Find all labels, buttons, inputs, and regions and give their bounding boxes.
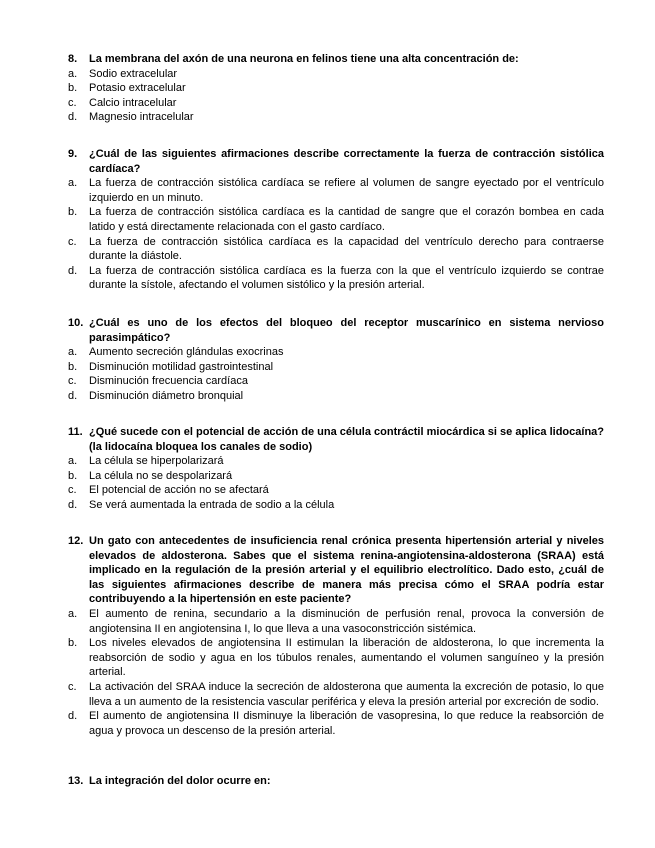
option-b bbox=[68, 469, 604, 484]
option-text: Disminución frecuencia cardíaca bbox=[89, 375, 248, 388]
question-12 bbox=[68, 534, 604, 738]
question-text: ¿Qué sucede con el potencial de acción de una célula contráctil miocárdica si se aplica lidocaína? (la lidocaína bloquea los canales de sodio) bbox=[89, 426, 604, 453]
question-11 bbox=[68, 425, 604, 513]
option-letter: a. bbox=[68, 177, 78, 190]
option-text: Calcio intracelular bbox=[89, 96, 177, 109]
option-letter: c. bbox=[68, 235, 77, 248]
option-letter: a. bbox=[68, 455, 78, 468]
option-d bbox=[68, 110, 604, 125]
option-letter: a. bbox=[68, 607, 78, 620]
question-title bbox=[68, 52, 604, 67]
option-letter: d. bbox=[68, 111, 78, 124]
option-text: Sodio extracelular bbox=[89, 67, 178, 80]
question-8 bbox=[68, 52, 604, 125]
option-letter: d. bbox=[68, 498, 78, 511]
option-text: La célula no se despolarizará bbox=[89, 469, 233, 482]
option-c bbox=[68, 374, 604, 389]
option-text: Disminución motilidad gastrointestinal bbox=[89, 360, 274, 373]
option-text: Disminución diámetro bronquial bbox=[89, 389, 244, 402]
option-letter: a. bbox=[68, 346, 78, 359]
question-title bbox=[68, 534, 604, 607]
option-d bbox=[68, 709, 604, 738]
option-text: El aumento de angiotensina II disminuye la liberación de vasopresina, lo que reduce la reabsorción de agua y provoca un descenso de la presión arterial. bbox=[89, 710, 604, 737]
option-text: Se verá aumentada la entrada de sodio a la célula bbox=[89, 498, 335, 511]
option-letter: b. bbox=[68, 82, 78, 95]
option-a bbox=[68, 67, 604, 82]
option-text: El aumento de renina, secundario a la disminución de perfusión renal, provoca la conversión de angiotensina II en angiotensina I, lo que lleva a una vasoconstricción sistémica. bbox=[89, 607, 604, 635]
question-text: La integración del dolor ocurre en: bbox=[89, 775, 271, 787]
option-text: La activación del SRAA induce la secreción de aldosterona que aumenta la excreción de potasio, lo que lleva a un aumento de la resistencia vascular periférica y eleva la presión arterial por excreción de sodio. bbox=[89, 680, 604, 708]
option-text: La fuerza de contracción sistólica cardíaca es la fuerza con la que el ventrículo izquierdo se contrae durante la sístole, afectando el volumen sistólico y la presión arterial. bbox=[89, 264, 604, 292]
option-letter: c. bbox=[68, 484, 77, 497]
question-text: La membrana del axón de una neurona en felinos tiene una alta concentración de: bbox=[89, 53, 519, 65]
question-number: 13. bbox=[68, 775, 84, 787]
option-d bbox=[68, 389, 604, 404]
option-text: Magnesio intracelular bbox=[89, 111, 194, 124]
question-title bbox=[68, 774, 604, 789]
option-c bbox=[68, 483, 604, 498]
question-9 bbox=[68, 147, 604, 293]
option-a bbox=[68, 607, 604, 636]
question-number: 12. bbox=[68, 535, 84, 547]
option-text: El potencial de acción no se afectará bbox=[89, 484, 269, 497]
option-c bbox=[68, 680, 604, 709]
option-letter: b. bbox=[68, 360, 78, 373]
question-text: ¿Cuál de las siguientes afirmaciones describe correctamente la fuerza de contracción sistólica cardíaca? bbox=[89, 148, 604, 175]
option-a bbox=[68, 454, 604, 469]
option-b bbox=[68, 360, 604, 375]
option-letter: c. bbox=[68, 96, 77, 109]
option-c bbox=[68, 235, 604, 264]
option-text: La fuerza de contracción sistólica cardíaca es la capacidad del ventrículo derecho para contraerse durante la diástole. bbox=[89, 235, 604, 263]
option-letter: d. bbox=[68, 389, 78, 402]
option-b bbox=[68, 205, 604, 234]
question-number: 8. bbox=[68, 53, 78, 65]
option-letter: d. bbox=[68, 264, 78, 277]
option-a bbox=[68, 345, 604, 360]
option-text: Aumento secreción glándulas exocrinas bbox=[89, 346, 284, 359]
option-b bbox=[68, 81, 604, 96]
option-text: La fuerza de contracción sistólica cardíaca es la cantidad de sangre que el corazón bombea en cada latido y está directamente relacionada con el gasto cardíaco. bbox=[89, 206, 604, 233]
option-letter: c. bbox=[68, 680, 77, 693]
question-number: 9. bbox=[68, 148, 78, 160]
question-title bbox=[68, 316, 604, 345]
question-title bbox=[68, 147, 604, 176]
option-text: La célula se hiperpolarizará bbox=[89, 455, 224, 468]
option-text: La fuerza de contracción sistólica cardíaca se refiere al volumen de sangre eyectado por el ventrículo izquierdo en un minuto. bbox=[89, 177, 604, 204]
option-c bbox=[68, 96, 604, 111]
option-text: Potasio extracelular bbox=[89, 82, 186, 95]
option-letter: b. bbox=[68, 469, 78, 482]
question-title bbox=[68, 425, 604, 454]
option-b bbox=[68, 636, 604, 680]
option-letter: a. bbox=[68, 67, 78, 80]
option-text: Los niveles elevados de angiotensina II estimulan la liberación de aldosterona, lo que incrementa la reabsorción de sodio y agua en los túbulos renales, aumentando el volumen sanguíneo y la presión arterial. bbox=[89, 637, 604, 679]
question-text: ¿Cuál es uno de los efectos del bloqueo del receptor muscarínico en sistema nervioso parasimpático? bbox=[89, 317, 604, 344]
option-a bbox=[68, 176, 604, 205]
option-d bbox=[68, 498, 604, 513]
question-10 bbox=[68, 316, 604, 404]
option-letter: c. bbox=[68, 375, 77, 388]
question-number: 10. bbox=[68, 317, 84, 329]
question-text: Un gato con antecedentes de insuficiencia renal crónica presenta hipertensión arterial y niveles elevados de aldosterona. Sabes que el sistema renina-angiotensina-aldosterona (SRAA) está implicado en la regulación de la presión arterial y el equilibrio electrolítico. Dado esto, ¿cuál de las siguientes afirmaciones describe de manera más precisa cómo el SRAA podría estar contribuyendo a la hipertensión en este paciente? bbox=[89, 535, 604, 606]
option-d bbox=[68, 264, 604, 293]
option-letter: b. bbox=[68, 637, 78, 650]
option-letter: b. bbox=[68, 206, 78, 219]
option-letter: d. bbox=[68, 710, 78, 723]
question-13 bbox=[68, 774, 604, 789]
question-number: 11. bbox=[68, 426, 83, 438]
